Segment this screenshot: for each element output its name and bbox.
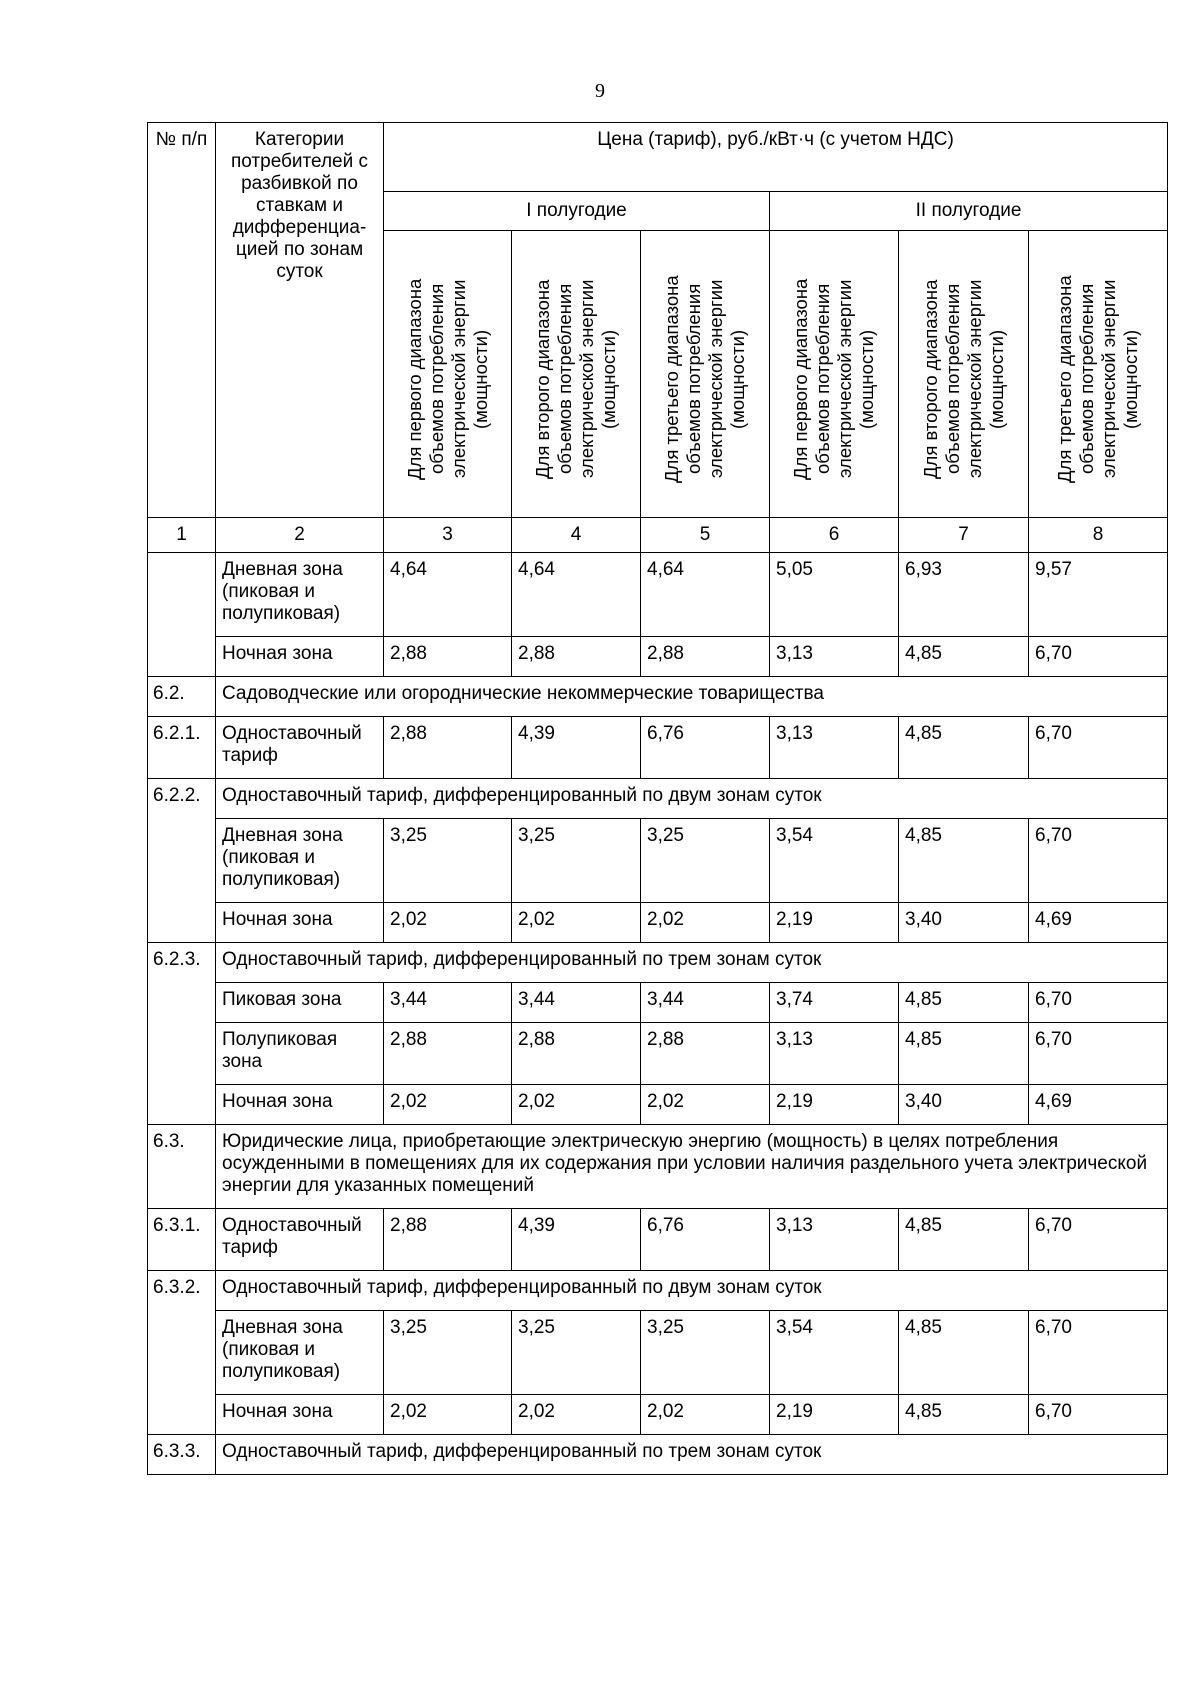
cell-value: 2,02 [641,1085,770,1125]
cell-value: 2,19 [770,1085,899,1125]
cell-value: 2,88 [512,1023,641,1085]
header-sub-label: Для третьего диапазона объемов потребления электрической энергии (мощности) [1054,275,1142,483]
page-number: 9 [595,80,605,102]
cell-value: 2,02 [641,903,770,943]
cell-value: 2,02 [512,1395,641,1435]
header-category-col: Категории потребителей с разбивкой по ставкам и дифференциа-цией по зонам суток [216,123,384,518]
cell-value: 4,85 [899,637,1029,677]
cell-value: 3,54 [770,819,899,903]
header-sub-cell [1029,231,1168,518]
cell-value: 9,57 [1029,553,1168,637]
column-number: 3 [384,518,512,553]
tariff-table [147,122,1168,1475]
cell-value: 2,88 [384,1023,512,1085]
section-row [148,779,1168,819]
column-number: 2 [216,518,384,553]
table-row [148,1023,1168,1085]
cell-value: 4,64 [512,553,641,637]
cell-value: 4,69 [1029,903,1168,943]
row-code: 6.2. [148,677,216,717]
cell-value: 3,25 [384,1311,512,1395]
cell-value: 3,25 [641,819,770,903]
row-code: 6.3.1. [148,1209,216,1271]
cell-value: 3,13 [770,637,899,677]
cell-value: 6,93 [899,553,1029,637]
header-sub-cell [770,231,899,518]
cell-value: 2,88 [384,717,512,779]
cell-value: 2,88 [512,637,641,677]
row-code: 6.2.1. [148,717,216,779]
row-code: 6.2.2. [148,779,216,943]
cell-value: 4,69 [1029,1085,1168,1125]
cell-value: 2,02 [512,903,641,943]
cell-value: 2,88 [384,1209,512,1271]
cell-value: 6,70 [1029,983,1168,1023]
cell-value: 6,70 [1029,819,1168,903]
header-sub-label: Для первого диапазона объемов потребления электрической энергии (мощности) [403,278,491,480]
table-row [148,553,1168,637]
cell-value: 6,70 [1029,637,1168,677]
cell-value: 2,19 [770,1395,899,1435]
column-number: 7 [899,518,1029,553]
section-row [148,1271,1168,1311]
cell-value: 4,64 [641,553,770,637]
cell-value: 3,54 [770,1311,899,1395]
cell-value: 4,64 [384,553,512,637]
header-sub-cell [641,231,770,518]
cell-value: 3,25 [512,1311,641,1395]
cell-value: 2,02 [641,1395,770,1435]
cell-value: 2,02 [384,1395,512,1435]
cell-value: 3,44 [384,983,512,1023]
row-code: 6.3.2. [148,1271,216,1435]
column-number: 5 [641,518,770,553]
cell-value: 3,44 [512,983,641,1023]
section-row [148,1435,1168,1475]
row-label: Ночная зона [216,1395,384,1435]
row-label: Ночная зона [216,1085,384,1125]
row-label: Ночная зона [216,637,384,677]
header-half-1: I полугодие [384,192,770,231]
row-label: Дневная зона (пиковая и полупиковая) [216,553,384,637]
header-sub-label: Для второго диапазона объемов потребления электрической энергии (мощности) [532,279,619,479]
cell-value: 6,76 [641,717,770,779]
cell-value: 4,85 [899,717,1029,779]
row-label: Полупиковая зона [216,1023,384,1085]
row-code: 6.3. [148,1125,216,1209]
header-sub-cell [384,231,512,518]
section-title: Одноставочный тариф, дифференцированный по двум зонам суток [216,779,1168,819]
cell-value: 4,85 [899,819,1029,903]
header-sub-label: Для второго диапазона объемов потребления электрической энергии (мощности) [919,279,1007,479]
cell-value: 3,40 [899,1085,1029,1125]
cell-value: 6,76 [641,1209,770,1271]
cell-value: 3,13 [770,1023,899,1085]
cell-value: 5,05 [770,553,899,637]
cell-value: 6,70 [1029,1395,1168,1435]
cell-value: 4,85 [899,1311,1029,1395]
table-row [148,819,1168,903]
cell-value: 2,02 [384,903,512,943]
cell-value: 2,02 [384,1085,512,1125]
header-sub-cell [899,231,1029,518]
cell-value: 6,70 [1029,1209,1168,1271]
table-row [148,717,1168,779]
column-number-row [148,518,1168,553]
cell-value: 3,74 [770,983,899,1023]
section-title: Юридические лица, приобретающие электрическую энергию (мощность) в целях потребления осужденными в помещениях для их содержания при условии наличия раздельного учета электрической энергии для указанных помещений [216,1125,1168,1209]
section-title: Одноставочный тариф, дифференцированный по двум зонам суток [216,1271,1168,1311]
section-title: Одноставочный тариф, дифференцированный по трем зонам суток [216,1435,1168,1475]
header-sub-label: Для первого диапазона объемов потребления электрической энергии (мощности) [790,278,877,480]
cell-value: 3,25 [512,819,641,903]
row-code: 6.3.3. [148,1435,216,1475]
cell-value: 2,88 [641,1023,770,1085]
cell-value: 2,88 [641,637,770,677]
column-number: 1 [148,518,216,553]
cell-value: 2,02 [512,1085,641,1125]
table-row [148,637,1168,677]
section-row [148,677,1168,717]
cell-value: 2,88 [384,637,512,677]
cell-value: 6,70 [1029,1023,1168,1085]
header-sub-cell [512,231,641,518]
cell-value: 3,44 [641,983,770,1023]
row-code: 6.2.3. [148,943,216,1125]
row-code [148,553,216,677]
cell-value: 4,85 [899,1209,1029,1271]
row-label: Одноставочный тариф [216,1209,384,1271]
row-label: Дневная зона (пиковая и полупиковая) [216,819,384,903]
cell-value: 3,13 [770,717,899,779]
cell-value: 3,40 [899,903,1029,943]
row-label: Дневная зона (пиковая и полупиковая) [216,1311,384,1395]
cell-value: 4,85 [899,983,1029,1023]
cell-value: 4,39 [512,717,641,779]
header-price-title: Цена (тариф), руб./кВт·ч (с учетом НДС) [384,123,1168,192]
column-number: 4 [512,518,641,553]
cell-value: 4,39 [512,1209,641,1271]
row-label: Одноставочный тариф [216,717,384,779]
cell-value: 6,70 [1029,717,1168,779]
row-label: Ночная зона [216,903,384,943]
cell-value: 4,85 [899,1395,1029,1435]
section-title: Одноставочный тариф, дифференцированный по трем зонам суток [216,943,1168,983]
table-row [148,903,1168,943]
section-row [148,943,1168,983]
table-row [148,1311,1168,1395]
header-number-col: № п/п [148,123,216,518]
cell-value: 2,19 [770,903,899,943]
cell-value: 3,25 [641,1311,770,1395]
section-title: Садоводческие или огороднические некоммерческие товарищества [216,677,1168,717]
cell-value: 3,13 [770,1209,899,1271]
row-label: Пиковая зона [216,983,384,1023]
cell-value: 4,85 [899,1023,1029,1085]
header-sub-label: Для третьего диапазона объемов потребления электрической энергии (мощности) [661,275,748,483]
table-row [148,983,1168,1023]
table-row [148,1209,1168,1271]
column-number: 8 [1029,518,1168,553]
header-row [148,123,1168,192]
cell-value: 3,25 [384,819,512,903]
header-half-2: II полугодие [770,192,1168,231]
table-row [148,1395,1168,1435]
section-row [148,1125,1168,1209]
table-row [148,1085,1168,1125]
column-number: 6 [770,518,899,553]
cell-value: 6,70 [1029,1311,1168,1395]
